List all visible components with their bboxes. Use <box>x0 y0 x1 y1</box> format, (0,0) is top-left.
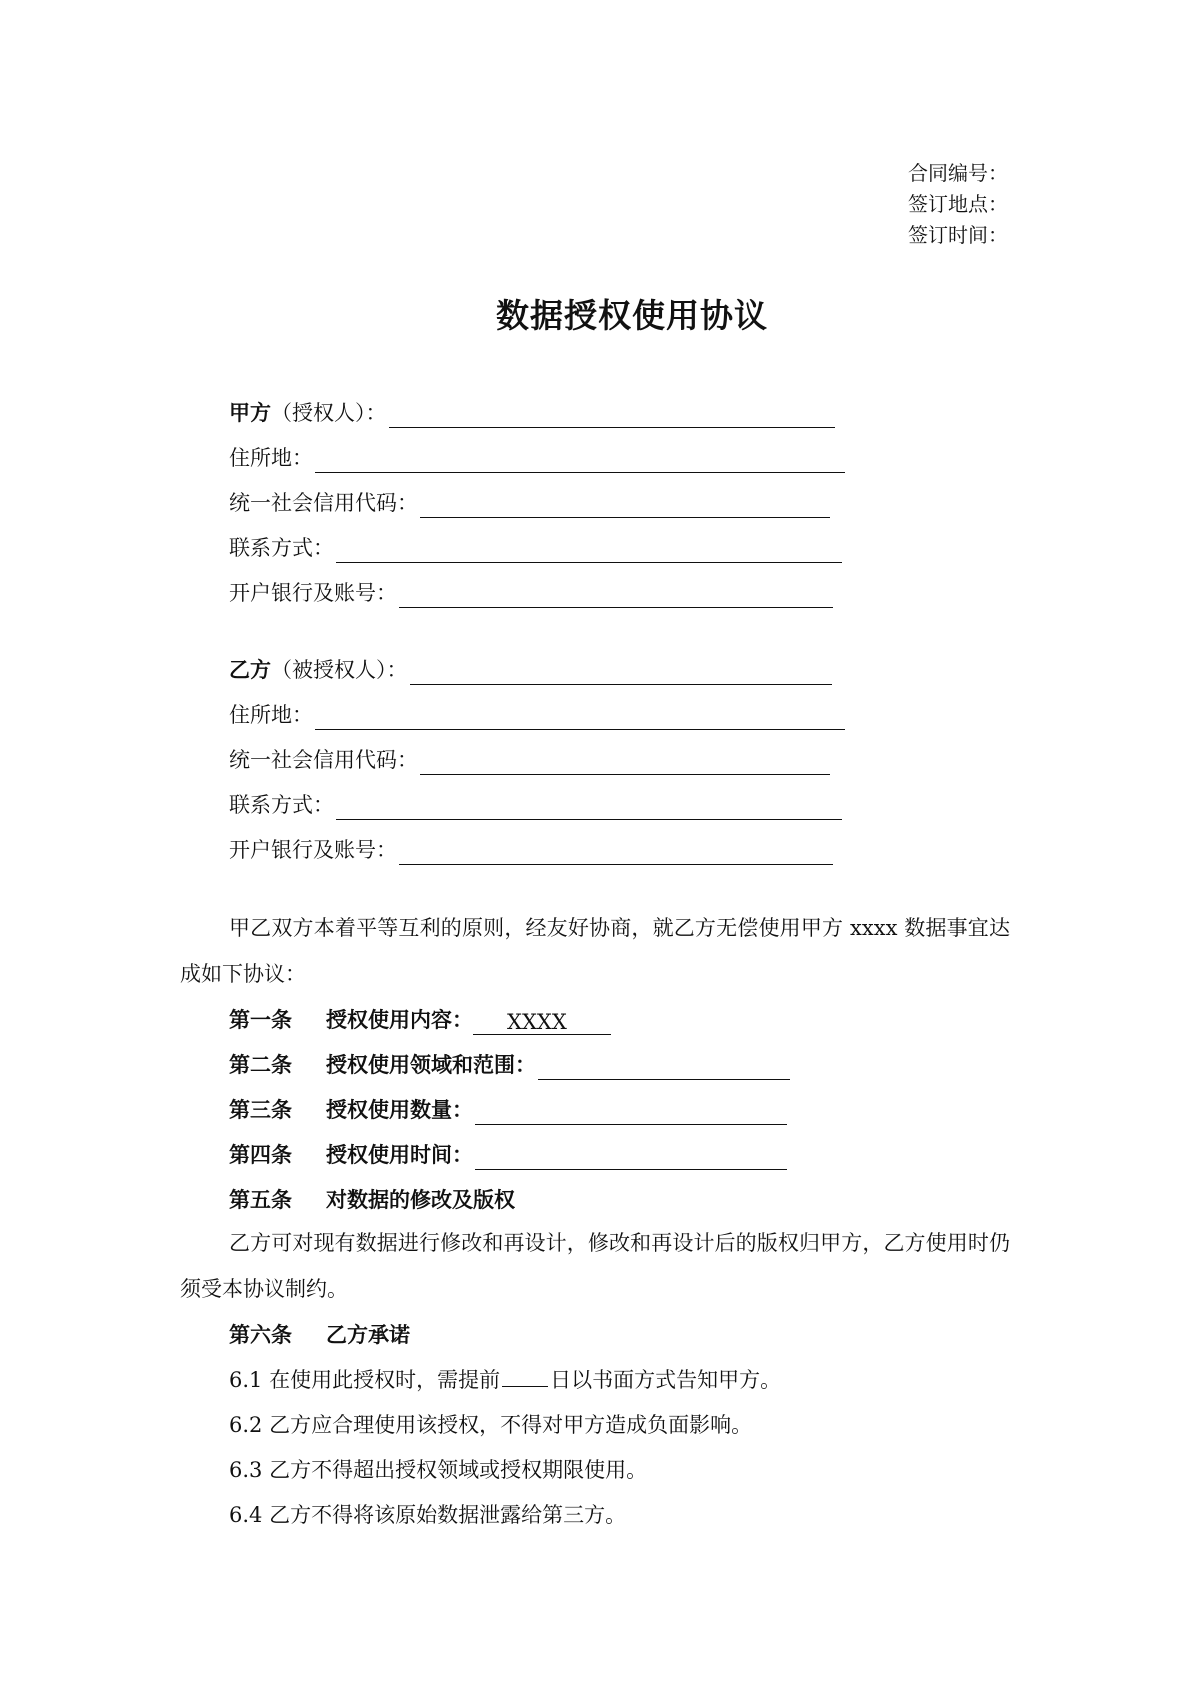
party-a-name-blank[interactable] <box>389 405 835 428</box>
article-3 <box>229 1095 787 1125</box>
party-a-address-line <box>229 443 845 473</box>
article-1-number: 第一条 <box>229 1007 292 1032</box>
party-b-bank-blank[interactable] <box>399 842 833 865</box>
article-1-heading: 授权使用内容： <box>326 1007 473 1032</box>
party-a-bank-line <box>229 578 833 608</box>
party-b-credit-blank[interactable] <box>420 752 830 775</box>
article-4 <box>229 1140 787 1170</box>
sign-place-label: 签订地点： <box>908 192 1008 216</box>
contract-number-label: 合同编号： <box>908 161 1008 185</box>
clause-6-1-text-end: 日以书面方式告知甲方。 <box>550 1368 782 1392</box>
party-a-credit-blank[interactable] <box>420 495 830 518</box>
party-a-credit-label: 统一社会信用代码： <box>229 491 418 515</box>
party-a-bank-label: 开户银行及账号： <box>229 581 397 605</box>
party-b-address-blank[interactable] <box>315 707 845 730</box>
article-6-heading: 乙方承诺 <box>326 1322 410 1347</box>
clause-6-2: 6.2 乙方应合理使用该授权，不得对甲方造成负面影响。 <box>229 1413 753 1437</box>
clause-6-1 <box>229 1365 781 1395</box>
party-b-address-label: 住所地： <box>229 703 313 727</box>
clause-6-1-days-blank[interactable] <box>502 1366 548 1387</box>
party-a-address-blank[interactable] <box>315 450 845 473</box>
article-2-blank[interactable] <box>538 1057 790 1080</box>
article-3-number: 第三条 <box>229 1097 292 1122</box>
article-4-blank[interactable] <box>475 1147 787 1170</box>
article-2 <box>229 1050 790 1080</box>
article-4-number: 第四条 <box>229 1142 292 1167</box>
party-b-bank-line <box>229 835 833 865</box>
party-b-contact-line <box>229 790 842 820</box>
article-5-number: 第五条 <box>229 1187 292 1212</box>
party-a-bank-blank[interactable] <box>399 585 833 608</box>
article-2-number: 第二条 <box>229 1052 292 1077</box>
article-6-number: 第六条 <box>229 1322 292 1347</box>
party-a-contact-line <box>229 533 842 563</box>
sign-time-label: 签订时间： <box>908 223 1008 247</box>
preamble-paragraph: 甲乙双方本着平等互利的原则，经友好协商，就乙方无偿使用甲方 xxxx 数据事宜达成如下协议： <box>180 916 1010 986</box>
party-b-label: 乙方 <box>229 657 271 682</box>
article-5 <box>229 1185 515 1215</box>
clause-6-3: 6.3 乙方不得超出授权领域或授权期限使用。 <box>229 1458 648 1482</box>
article-5-paragraph: 乙方可对现有数据进行修改和再设计，修改和再设计后的版权归甲方，乙方使用时仍须受本协议制约。 <box>180 1231 1010 1301</box>
party-b-credit-line <box>229 745 830 775</box>
party-b-contact-label: 联系方式： <box>229 793 334 817</box>
article-1-value[interactable]: XXXX <box>473 1010 611 1035</box>
party-a-contact-blank[interactable] <box>336 540 842 563</box>
party-a-credit-line <box>229 488 830 518</box>
contract-meta <box>908 158 1008 251</box>
party-a-address-label: 住所地： <box>229 446 313 470</box>
party-a-name-line <box>229 398 835 428</box>
clause-6-1-text-start: 6.1 在使用此授权时，需提前 <box>229 1368 501 1392</box>
article-3-heading: 授权使用数量： <box>326 1097 473 1122</box>
party-b-bank-label: 开户银行及账号： <box>229 838 397 862</box>
party-a-contact-label: 联系方式： <box>229 536 334 560</box>
article-5-heading: 对数据的修改及版权 <box>326 1187 515 1212</box>
party-a-role: （授权人）： <box>271 401 387 425</box>
article-2-heading: 授权使用领域和范围： <box>326 1052 536 1077</box>
party-b-name-blank[interactable] <box>410 662 832 685</box>
document-title: 数据授权使用协议 <box>496 296 768 335</box>
article-1 <box>229 1005 611 1035</box>
party-b-role: （被授权人）： <box>271 658 408 682</box>
article-4-heading: 授权使用时间： <box>326 1142 473 1167</box>
party-b-name-line <box>229 655 832 685</box>
clause-6-4: 6.4 乙方不得将该原始数据泄露给第三方。 <box>229 1503 627 1527</box>
party-a-label: 甲方 <box>229 400 271 425</box>
party-b-address-line <box>229 700 845 730</box>
party-b-contact-blank[interactable] <box>336 797 842 820</box>
party-b-credit-label: 统一社会信用代码： <box>229 748 418 772</box>
article-6 <box>229 1320 410 1350</box>
article-3-blank[interactable] <box>475 1102 787 1125</box>
